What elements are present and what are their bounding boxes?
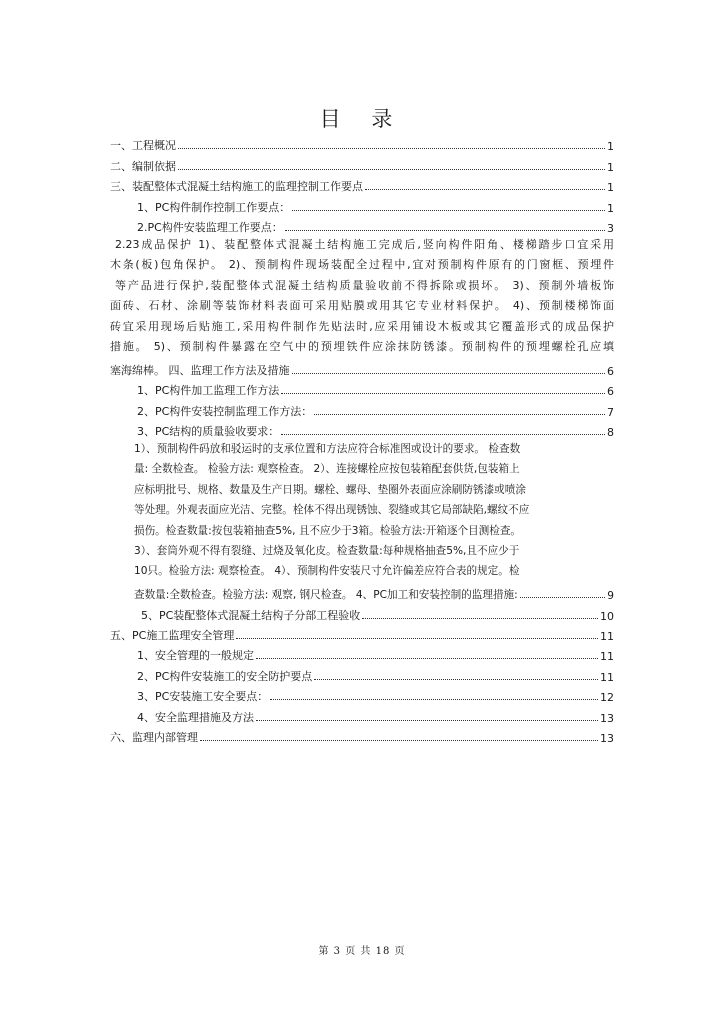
toc-leader [520,597,606,598]
toc-leader [281,393,605,394]
toc-page-number: 13 [600,731,614,745]
toc-page-number: 10 [600,609,614,623]
table-of-contents [110,133,614,745]
toc-entry-text: 六、监理内部管理 [110,730,198,744]
toc-paragraph-line: 面砖、石材、涂刷等装饰材料表面可采用贴膜或用其它专业材料保护。 4)、预制楼梯饰面 [110,299,614,313]
toc-entry[interactable] [110,153,614,173]
toc-entry[interactable] [110,725,614,745]
toc-page-number: 9 [607,590,614,603]
toc-leader [178,148,605,149]
toc-paragraph-line: 3）、套筒外观不得有裂缝、过烧及氧化皮。检查数量:每种规格抽查5%,且不应少于 [134,544,520,557]
toc-leader [314,679,598,680]
toc-paragraph-line: 木条(板)包角保护。 2)、预制构件现场装配全过程中,宜对预制构件原有的门窗框、预埋件 [110,258,614,272]
toc-entry[interactable] [110,419,614,439]
toc-leader [292,210,605,211]
toc-entry[interactable] [110,582,614,602]
toc-leader [256,720,598,721]
toc-entry-text: 塞海绵棒。 四、监理工作方法及措施 [110,363,290,377]
toc-entry-text: 1、PC构件加工监理工作方法 [137,384,280,398]
toc-paragraph-line: 措施。 5)、预制构件暴露在空气中的预埋铁件应涂抹防锈漆。预制构件的预埋螺栓孔应填 [110,339,614,353]
toc-paragraph-line: 1）、预制构件码放和驳运时的支承位置和方法应符合标准图或设计的要求。 检查数 [134,442,521,455]
toc-paragraph-line: 等处理。外观表面应光洁、完整。栓体不得出现锈蚀、裂缝或其它局部缺陷,螺纹不应 [134,504,530,517]
toc-paragraph-line: 量: 全数检查。 检验方法: 观察检查。 2）、连接螺栓应按包装箱配套供货,包装箱上 [134,463,520,476]
toc-entry-text: 二、编制依据 [110,159,176,173]
toc-entry-text: 2、PC构件安装控制监理工作方法： [137,404,313,418]
toc-entry[interactable] [110,623,614,643]
toc-leader [362,618,598,619]
toc-entry-text: 三、装配整体式混凝土结构施工的监理控制工作要点 [110,180,363,194]
toc-paragraph-line: 砖宜采用现场后贴施工,采用构件制作先贴法时,应采用铺设木板或其它覆盖形式的成品保护 [110,319,614,333]
toc-leader [292,373,606,374]
toc-page-number: 13 [600,711,614,725]
page-footer: 第 3 页 共 18 页 [318,946,406,957]
toc-page-number: 6 [607,364,614,378]
toc-entry-text: 五、PC施工监理安全管理 [110,628,235,642]
toc-page-number: 1 [607,160,614,174]
toc-entry[interactable] [110,174,614,194]
toc-entry-text: 1、PC构件制作控制工作要点： [137,200,291,214]
toc-leader [236,638,598,639]
toc-leader [270,699,598,700]
toc-page-number: 11 [600,629,614,643]
toc-paragraph-line: 应标明批号、规格、数量及生产日期。螺栓、螺母、垫圈外表面应涂刷防锈漆或喷涂 [134,483,526,496]
toc-page-number: 1 [607,181,614,195]
toc-paragraph-line: 2.23成品保护 1)、装配整体式混凝土结构施工完成后,竖向构件阳角、楼梯踏步口宜采用 [115,237,614,251]
toc-entry-text: 查数量:全数检查。检验方法: 观察, 钢尺检查。 4、PC加工和安装控制的监理措施: [134,589,518,602]
toc-leader [200,740,598,741]
toc-entry-text: 1、安全管理的一般规定 [137,649,254,663]
toc-entry[interactable] [110,133,614,153]
toc-entry[interactable] [110,215,614,235]
toc-entry[interactable] [110,357,614,377]
toc-entry-text: 5、PC装配整体式混凝土结构子分部工程验收 [141,608,361,622]
toc-page-number: 1 [607,201,614,215]
toc-page-number: 11 [600,650,614,664]
toc-entry[interactable] [110,398,614,418]
toc-entry-text: 2、PC构件安装施工的安全防护要点 [137,669,313,683]
page-title: 目 录 [319,107,405,131]
toc-entry-text: 3、PC结构的质量验收要求： [137,424,280,438]
toc-entry[interactable] [110,643,614,663]
toc-entry[interactable] [110,602,614,622]
toc-entry-text: 2.PC构件安装监理工作要点： [137,220,283,234]
toc-paragraph-line: 损伤。检查数量:按包装箱抽查5%, 且不应少于3箱。检验方法:开箱逐个目测检查。 [134,524,522,537]
toc-leader [256,658,598,659]
toc-page-number: 7 [607,405,614,419]
toc-entry[interactable] [110,378,614,398]
toc-entry[interactable] [110,704,614,724]
toc-leader [285,230,605,231]
toc-leader [178,169,605,170]
toc-leader [281,434,605,435]
toc-page-number: 12 [600,691,614,705]
toc-page-number: 6 [607,385,614,399]
toc-entry[interactable] [110,663,614,683]
toc-entry[interactable] [110,684,614,704]
toc-entry-text: 3、PC安装施工安全要点： [137,690,269,704]
toc-page-number: 8 [607,425,614,439]
toc-leader [365,189,605,190]
toc-leader [314,414,605,415]
toc-entry[interactable] [110,194,614,214]
toc-paragraph-line: 等产品进行保护,装配整体式混凝土结构质量验收前不得拆除或损坏。 3)、预制外墙板饰 [115,278,614,292]
toc-page-number: 1 [607,140,614,154]
toc-entry-text: 4、安全监理措施及方法 [137,710,254,724]
toc-page-number: 11 [600,670,614,684]
toc-entry-text: 一、工程概况 [110,139,176,153]
toc-paragraph-line: 10只。检验方法: 观察检查。 4）、预制构件安装尺寸允许偏差应符合表的规定。检 [134,565,520,578]
toc-page-number: 3 [607,221,614,235]
